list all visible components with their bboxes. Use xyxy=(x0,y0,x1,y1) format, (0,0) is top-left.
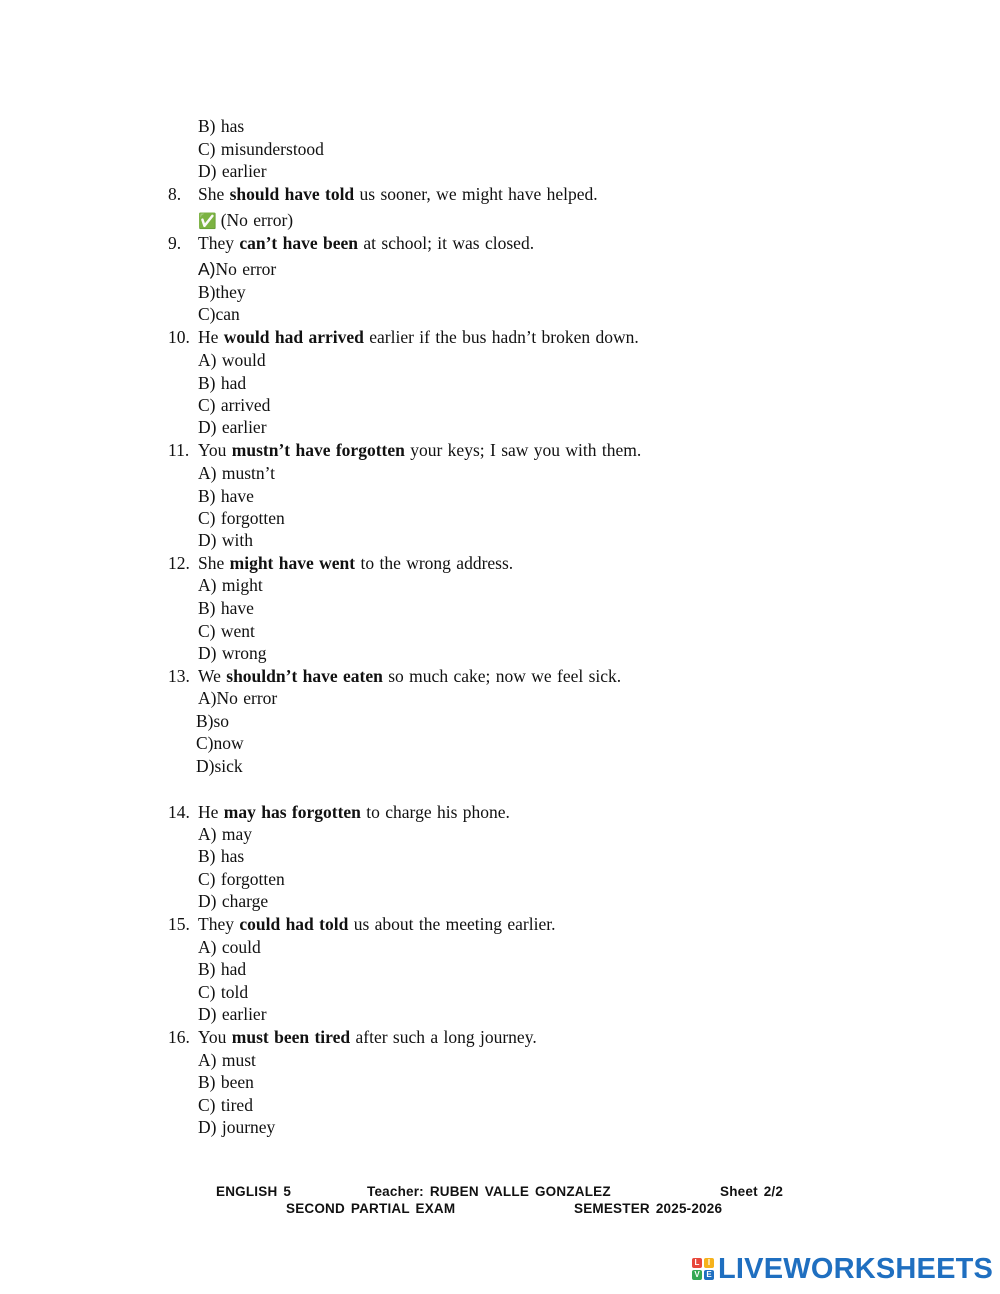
option: A) may xyxy=(198,824,252,844)
footer-course: ENGLISH 5 xyxy=(216,1184,292,1199)
option: C) told xyxy=(198,982,249,1002)
option-letter: A) xyxy=(198,259,216,279)
option: D) earlier xyxy=(198,1004,267,1024)
option: D)sick xyxy=(196,756,243,776)
footer-sheet: Sheet 2/2 xyxy=(720,1184,784,1199)
option: B) has xyxy=(198,116,245,136)
option: D) journey xyxy=(198,1117,276,1137)
option: C) forgotten xyxy=(198,869,285,889)
footer-exam: SECOND PARTIAL EXAM xyxy=(286,1201,456,1216)
option: B)they xyxy=(198,282,246,302)
question-number: 14. xyxy=(168,802,190,822)
question-number: 16. xyxy=(168,1027,190,1047)
question-number: 9. xyxy=(168,233,182,253)
option: A) might xyxy=(198,575,263,595)
question-highlight: should have told xyxy=(229,184,355,204)
question-number: 13. xyxy=(168,666,190,686)
option xyxy=(198,258,276,280)
option: A) could xyxy=(198,937,261,957)
question-text: to the wrong address. xyxy=(355,553,514,573)
logo-mark-letter: V xyxy=(692,1270,702,1280)
question-text: so much cake; now we feel sick. xyxy=(382,666,622,686)
question-number: 11. xyxy=(168,440,190,460)
option: C)can xyxy=(198,304,240,324)
question-text: You xyxy=(198,440,232,460)
question-text: He xyxy=(198,802,224,822)
question-text: You xyxy=(198,1027,232,1047)
option: B) have xyxy=(198,486,254,506)
question-text: earlier if the bus hadn’t broken down. xyxy=(363,327,639,347)
option: B) been xyxy=(198,1072,254,1092)
footer-teacher: Teacher: RUBEN VALLE GONZALEZ xyxy=(367,1184,611,1199)
question-number: 10. xyxy=(168,327,190,347)
option-text: No error xyxy=(215,259,277,279)
question-text: We xyxy=(198,666,227,686)
option: B) had xyxy=(198,373,247,393)
logo-text: LIVEWORKSHEETS xyxy=(718,1252,994,1285)
option: D) with xyxy=(198,530,253,550)
option: D) charge xyxy=(198,891,269,911)
option: B) had xyxy=(198,959,247,979)
question-highlight: mustn’t have forgotten xyxy=(231,440,405,460)
question-text: They xyxy=(198,233,240,253)
question-number: 15. xyxy=(168,914,190,934)
question-highlight: might have went xyxy=(229,553,356,573)
option: C) forgotten xyxy=(198,508,285,528)
logo-mark-letter: I xyxy=(704,1258,714,1268)
question-text: to charge his phone. xyxy=(360,802,510,822)
option: A)No error xyxy=(198,688,278,708)
answer-no-error xyxy=(198,209,293,232)
question-text: She xyxy=(198,184,230,204)
footer-semester: SEMESTER 2025-2026 xyxy=(574,1201,723,1216)
answer-label: (No error) xyxy=(220,210,294,230)
logo-mark-letter: L xyxy=(692,1258,702,1268)
question-text: after such a long journey. xyxy=(350,1027,537,1047)
question-text: your keys; I saw you with them. xyxy=(404,440,642,460)
option: C) arrived xyxy=(198,395,271,415)
option: C)now xyxy=(196,733,244,753)
question-text: at school; it was closed. xyxy=(358,233,535,253)
liveworksheets-logo[interactable] xyxy=(692,1253,993,1285)
question-text: us sooner, we might have helped. xyxy=(354,184,598,204)
option: D) earlier xyxy=(198,161,267,181)
question-number: 12. xyxy=(168,553,190,573)
option: D) wrong xyxy=(198,643,267,663)
question-highlight: may has forgotten xyxy=(223,802,361,822)
option: D) earlier xyxy=(198,417,267,437)
option: B) has xyxy=(198,846,245,866)
question-text: He xyxy=(198,327,224,347)
option: C) misunderstood xyxy=(198,139,324,159)
option: A) would xyxy=(198,350,266,370)
question-highlight: could had told xyxy=(239,914,349,934)
question-text: She xyxy=(198,553,230,573)
option: A) must xyxy=(198,1050,256,1070)
option: C) went xyxy=(198,621,255,641)
question-text: us about the meeting earlier. xyxy=(348,914,556,934)
question-highlight: must been tired xyxy=(231,1027,351,1047)
question-text: They xyxy=(198,914,240,934)
option: B)so xyxy=(196,711,230,731)
option: A) mustn’t xyxy=(198,463,275,483)
question-number: 8. xyxy=(168,184,182,204)
question-highlight: shouldn’t have eaten xyxy=(226,666,383,686)
logo-mark-letter: E xyxy=(704,1270,714,1280)
check-icon: ✅ xyxy=(198,212,217,230)
question-highlight: would had arrived xyxy=(223,327,364,347)
option: C) tired xyxy=(198,1095,253,1115)
option: B) have xyxy=(198,598,254,618)
question-highlight: can’t have been xyxy=(239,233,358,253)
logo-mark-icon xyxy=(692,1258,714,1280)
